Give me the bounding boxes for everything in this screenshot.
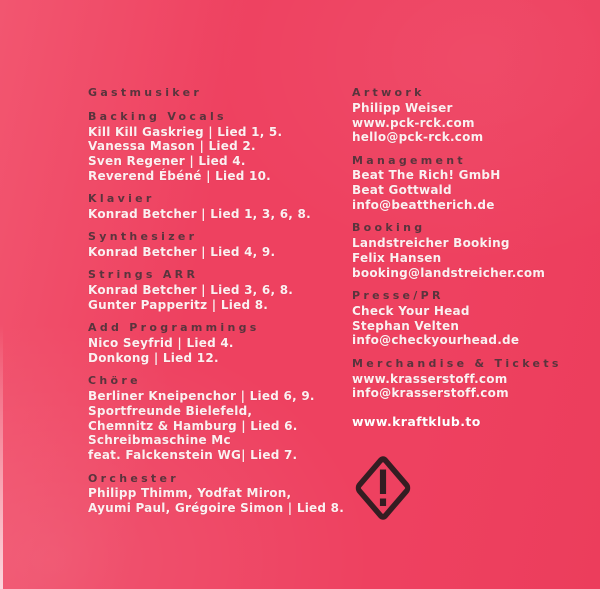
credit-line: Beat Gottwald: [352, 183, 452, 198]
credit-line: Donkong | Lied 12.: [88, 350, 219, 365]
warning-diamond-icon: [353, 453, 413, 523]
credit-section: [88, 472, 343, 516]
credit-line: Vanessa Mason | Lied 2.: [88, 139, 256, 154]
credit-section: [88, 321, 343, 365]
section-header: Management: [352, 153, 466, 167]
credit-section: [88, 192, 343, 222]
credit-line: info@krasserstoff.com: [352, 386, 509, 401]
section-header: Presse/PR: [352, 289, 444, 303]
credit-line: Stephan Velten: [352, 318, 460, 333]
section-header: Artwork: [352, 86, 425, 99]
credits-left-column: [88, 86, 343, 516]
credits-right-column: [352, 86, 572, 523]
section-header: Backing Vocals: [88, 109, 227, 123]
credit-line: Konrad Betcher | Lied 4, 9.: [88, 245, 276, 260]
credit-section: [88, 110, 343, 184]
credit-line: Sven Regener | Lied 4.: [88, 154, 246, 169]
credit-line: Schreibmaschine Mc: [88, 433, 231, 448]
credit-line: Konrad Betcher | Lied 1, 3, 6, 8.: [88, 207, 311, 222]
left-sections: [88, 110, 343, 516]
credit-line: info@beattherich.de: [352, 198, 495, 213]
credit-line: feat. Falckenstein WG| Lied 7.: [88, 448, 298, 463]
section-header: Strings ARR: [88, 268, 199, 282]
band-website-text: www.kraftklub.to: [352, 414, 481, 430]
credit-section: [352, 221, 572, 280]
credit-section: [352, 86, 572, 145]
credit-section: [352, 289, 572, 348]
credit-line: Ayumi Paul, Grégoire Simon | Lied 8.: [88, 501, 345, 516]
credit-line: Nico Seyfrid | Lied 4.: [88, 336, 234, 351]
section-header: Merchandise & Tickets: [352, 356, 562, 370]
section-header: Orchester: [88, 471, 179, 485]
credit-line: booking@landstreicher.com: [352, 265, 546, 280]
page-title: Gastmusiker: [88, 86, 203, 99]
credit-line: www.krasserstoff.com: [352, 371, 508, 386]
credit-line: Gunter Papperitz | Lied 8.: [88, 298, 269, 313]
credit-section: [88, 374, 343, 463]
credit-section: [352, 357, 572, 401]
section-header: Klavier: [88, 192, 155, 206]
credit-line: hello@pck-rck.com: [352, 130, 484, 145]
credit-line: Beat The Rich! GmbH: [352, 168, 501, 183]
credit-line: Berliner Kneipenchor | Lied 6, 9.: [88, 389, 315, 404]
credit-section: [88, 230, 343, 260]
credit-section: [352, 154, 572, 213]
credit-line: Philipp Weiser: [352, 100, 453, 115]
section-header: Synthesizer: [88, 230, 198, 244]
credit-line: Landstreicher Booking: [352, 236, 510, 251]
credit-section: [88, 268, 343, 312]
credit-line: Chemnitz & Hamburg | Lied 6.: [88, 418, 298, 433]
section-header: Chöre: [88, 374, 141, 388]
credit-line: Check Your Head: [352, 303, 470, 318]
credit-line: Sportfreunde Bielefeld,: [88, 403, 253, 418]
right-sections: [352, 86, 572, 401]
section-header: Add Programmings: [88, 321, 260, 335]
credit-line: Konrad Betcher | Lied 3, 6, 8.: [88, 283, 294, 298]
credit-line: Philipp Thimm, Yodfat Miron,: [88, 486, 292, 501]
credit-line: Felix Hansen: [352, 250, 442, 265]
credit-line: www.pck-rck.com: [352, 115, 475, 130]
section-header: Booking: [352, 221, 426, 235]
credit-line: Reverend Ébéné | Lied 10.: [88, 168, 271, 183]
credit-line: info@checkyourhead.de: [352, 333, 520, 348]
credit-line: Kill Kill Gaskrieg | Lied 1, 5.: [88, 124, 283, 139]
